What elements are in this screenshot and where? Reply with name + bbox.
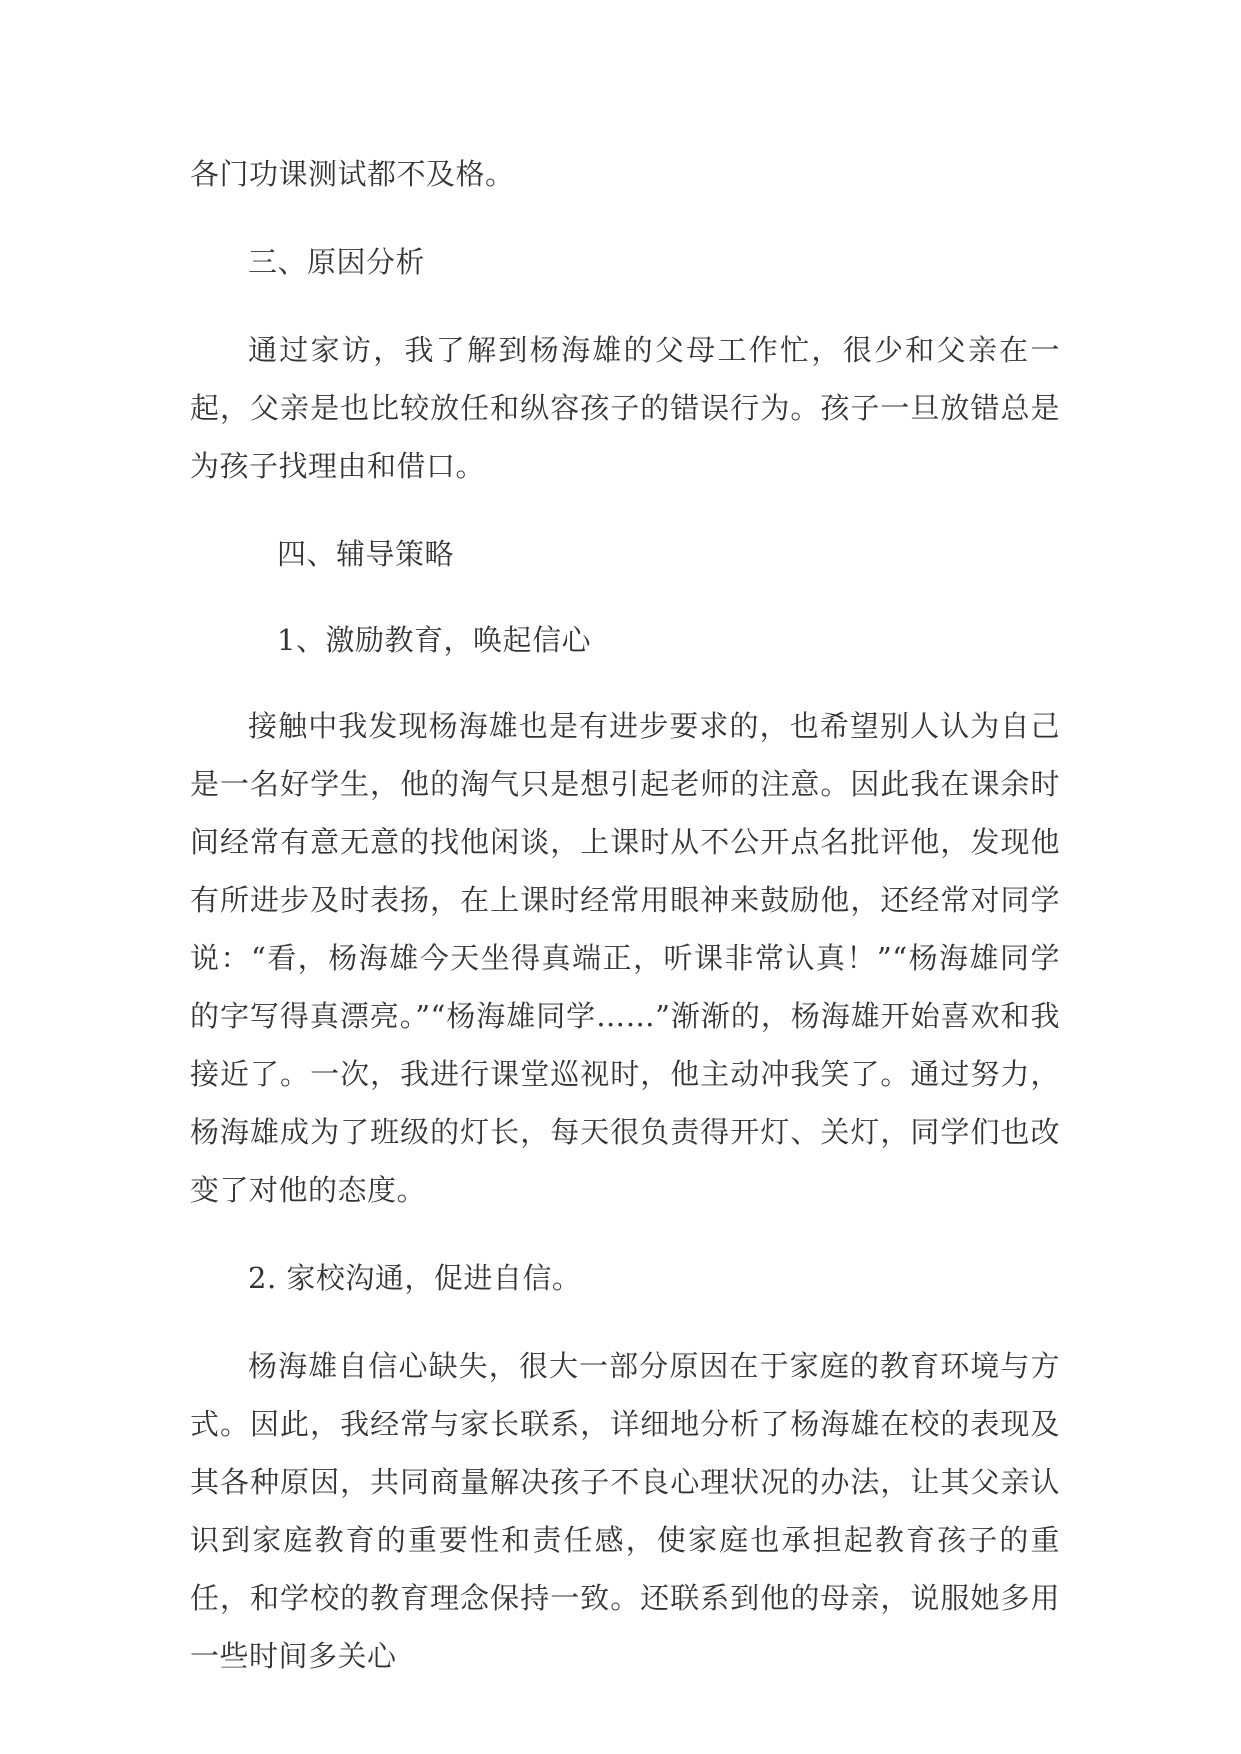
paragraph-home-visit: 通过家访，我了解到杨海雄的父母工作忙，很少和父亲在一起，父亲是也比较放任和纵容孩子的错误行为。孩子一旦放错总是为孩子找理由和借口。 [190,333,1060,483]
section-heading-counseling-strategy: 四、辅导策略 [277,537,455,571]
section-heading-cause-analysis: 三、原因分析 [248,245,426,279]
paragraph-home-school: 杨海雄自信心缺失，很大一部分原因在于家庭的教育环境与方式。因此，我经常与家长联系，详细地分析了杨海雄在校的表现及其各种原因，共同商量解决孩子不良心理状况的办法，让其父亲认识到家庭教育的重要性和责任感，使家庭也承担起教育孩子的重任，和学校的教育理念保持一致。还联系到他的母亲，说服她多用一些时间多关心 [190,1349,1060,1673]
document-body [190,145,1060,1685]
paragraph-encouragement: 接触中我发现杨海雄也是有进步要求的，也希望别人认为自己是一名好学生，他的淘气只是想引起老师的注意。因此我在课余时间经常有意无意的找他闲谈，上课时从不公开点名批评他，发现他有所进步及时表扬，在上课时经常用眼神来鼓励他，还经常对同学说：“看，杨海雄今天坐得真端正，听课非常认真！”“杨海雄同学的字写得真漂亮。”“杨海雄同学……”渐渐的，杨海雄开始喜欢和我接近了。一次，我进行课堂巡视时，他主动冲我笑了。通过努力，杨海雄成为了班级的灯长，每天很负责得开灯、关灯，同学们也改变了对他的态度。 [190,709,1060,1207]
subheading-encouragement: 1、激励教育，唤起信心 [277,623,591,657]
paragraph-continuation: 各门功课测试都不及格。 [190,157,515,191]
subheading-home-school: 2. 家校沟通，促进自信。 [248,1261,582,1295]
